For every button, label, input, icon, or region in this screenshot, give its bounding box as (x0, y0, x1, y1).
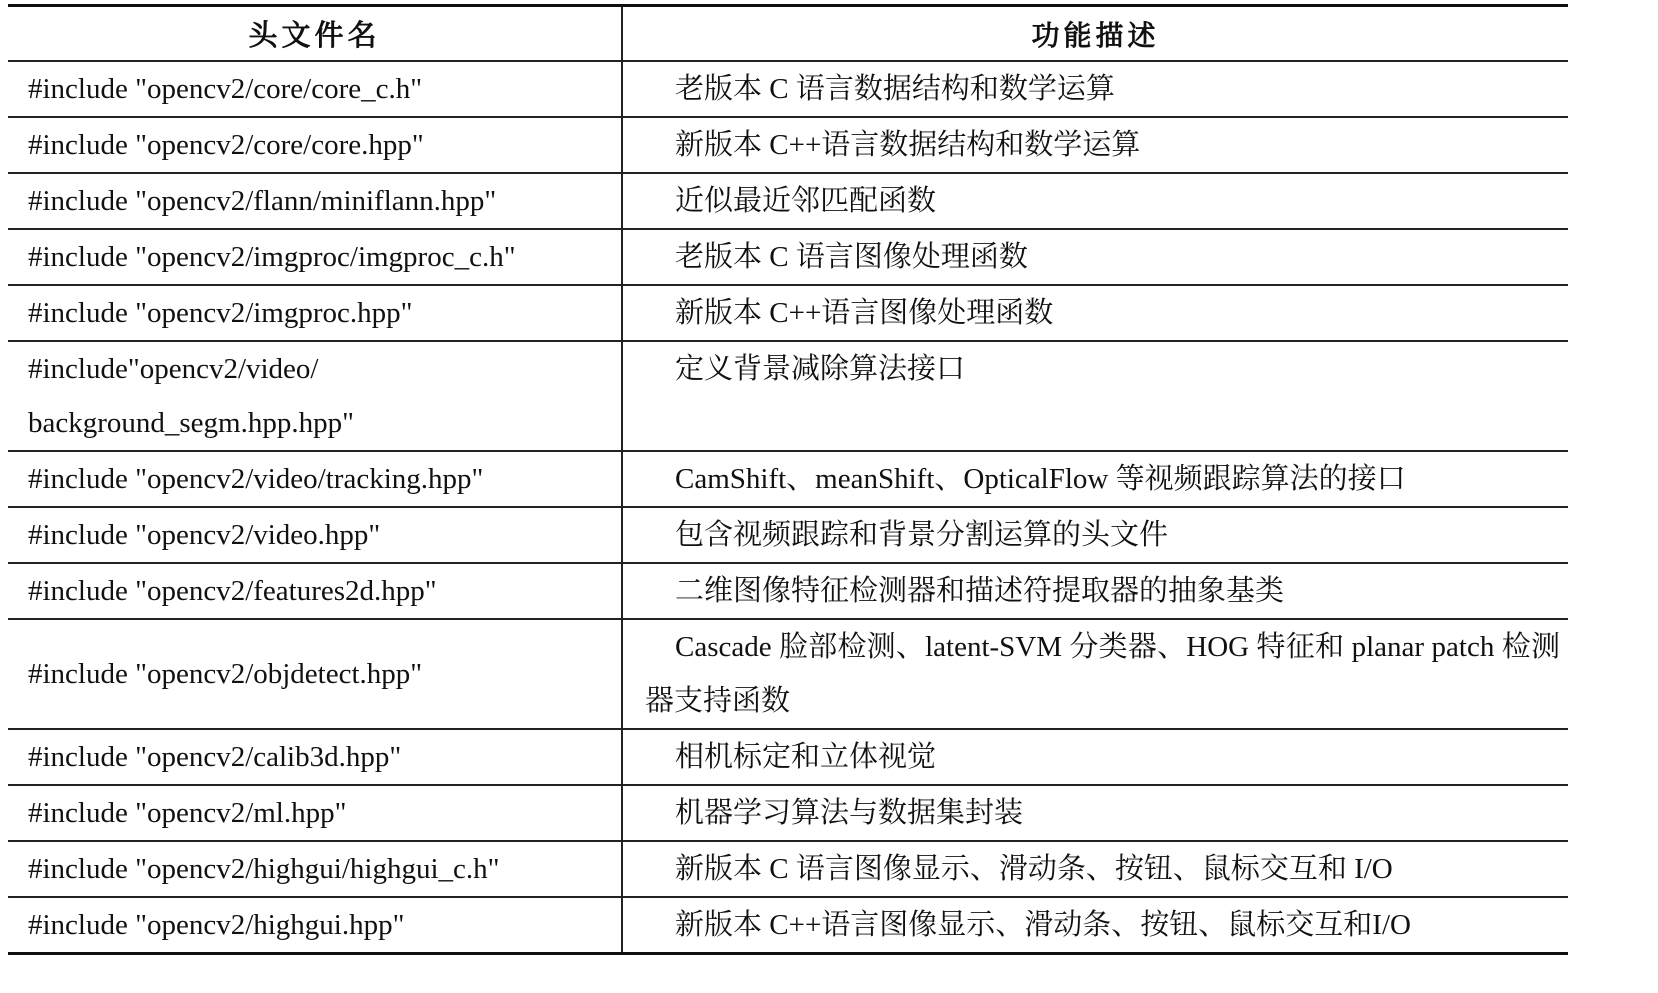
header-file-cell: #include "opencv2/imgproc/imgproc_c.h" (8, 229, 622, 285)
table-row (8, 785, 1568, 841)
description-cell (622, 729, 1568, 785)
description-text: 相机标定和立体视觉 (675, 741, 937, 773)
description-cell (622, 897, 1568, 954)
description-cell (622, 563, 1568, 619)
description-text: 新版本 C 语言图像显示、滑动条、按钮、鼠标交互和 I/O (675, 853, 1393, 885)
table-row (8, 841, 1568, 897)
header-file-cell: #include "opencv2/objdetect.hpp" (8, 619, 622, 729)
description-cell (622, 229, 1568, 285)
description-cell (622, 451, 1568, 507)
description-text: 老版本 C 语言数据结构和数学运算 (675, 73, 1115, 105)
description-text: 新版本 C++语言数据结构和数学运算 (675, 129, 1141, 161)
description-text: 近似最近邻匹配函数 (675, 185, 937, 217)
header-file-cell: #include "opencv2/highgui/highgui_c.h" (8, 841, 622, 897)
description-cell (622, 619, 1568, 729)
column-header-description: 功能描述 (622, 6, 1568, 62)
header-file-cell: #include "opencv2/video/tracking.hpp" (8, 451, 622, 507)
header-file-cell: #include "opencv2/flann/miniflann.hpp" (8, 173, 622, 229)
header-file-cell: #include "opencv2/imgproc.hpp" (8, 285, 622, 341)
header-file-line-1: #include"opencv2/video/ (28, 353, 319, 385)
header-file-cell: #include "opencv2/features2d.hpp" (8, 563, 622, 619)
header-file-line-2: background_segm.hpp.hpp" (28, 407, 354, 439)
table-row (8, 341, 1568, 451)
table-row (8, 173, 1568, 229)
description-cell (622, 341, 1568, 451)
table-row (8, 451, 1568, 507)
header-row (8, 6, 1568, 62)
header-file-cell: #include "opencv2/core/core.hpp" (8, 117, 622, 173)
table-header (8, 6, 1568, 62)
description-text: 二维图像特征检测器和描述符提取器的抽象基类 (675, 575, 1285, 607)
table-row (8, 117, 1568, 173)
header-file-cell: #include "opencv2/video.hpp" (8, 507, 622, 563)
description-text: 老版本 C 语言图像处理函数 (675, 241, 1028, 273)
description-text: CamShift、meanShift、OpticalFlow 等视频跟踪算法的接口 (675, 463, 1406, 495)
description-text: 新版本 C++语言图像显示、滑动条、按钮、鼠标交互和I/O (675, 909, 1411, 941)
description-cell (622, 117, 1568, 173)
header-files-table (8, 4, 1568, 955)
table-row (8, 729, 1568, 785)
header-file-cell: #include "opencv2/calib3d.hpp" (8, 729, 622, 785)
table-row (8, 229, 1568, 285)
column-header-file-name: 头文件名 (8, 6, 622, 62)
header-file-cell: #include "opencv2/core/core_c.h" (8, 61, 622, 117)
description-cell (622, 285, 1568, 341)
table-row (8, 507, 1568, 563)
description-cell (622, 841, 1568, 897)
table-row (8, 285, 1568, 341)
table-row (8, 897, 1568, 954)
table-row (8, 563, 1568, 619)
description-text: 新版本 C++语言图像处理函数 (675, 297, 1054, 329)
description-text: 包含视频跟踪和背景分割运算的头文件 (675, 519, 1169, 551)
description-text: Cascade 脸部检测、latent-SVM 分类器、HOG 特征和 planar patch 检测器支持函数 (645, 631, 1560, 717)
header-file-cell (8, 341, 622, 451)
description-cell (622, 173, 1568, 229)
description-cell (622, 507, 1568, 563)
header-file-cell: #include "opencv2/ml.hpp" (8, 785, 622, 841)
table-row (8, 61, 1568, 117)
header-file-cell: #include "opencv2/highgui.hpp" (8, 897, 622, 954)
description-cell (622, 61, 1568, 117)
table-body (8, 61, 1568, 954)
description-text: 定义背景减除算法接口 (675, 353, 966, 385)
table-row (8, 619, 1568, 729)
description-cell (622, 785, 1568, 841)
description-text: 机器学习算法与数据集封装 (675, 797, 1024, 829)
